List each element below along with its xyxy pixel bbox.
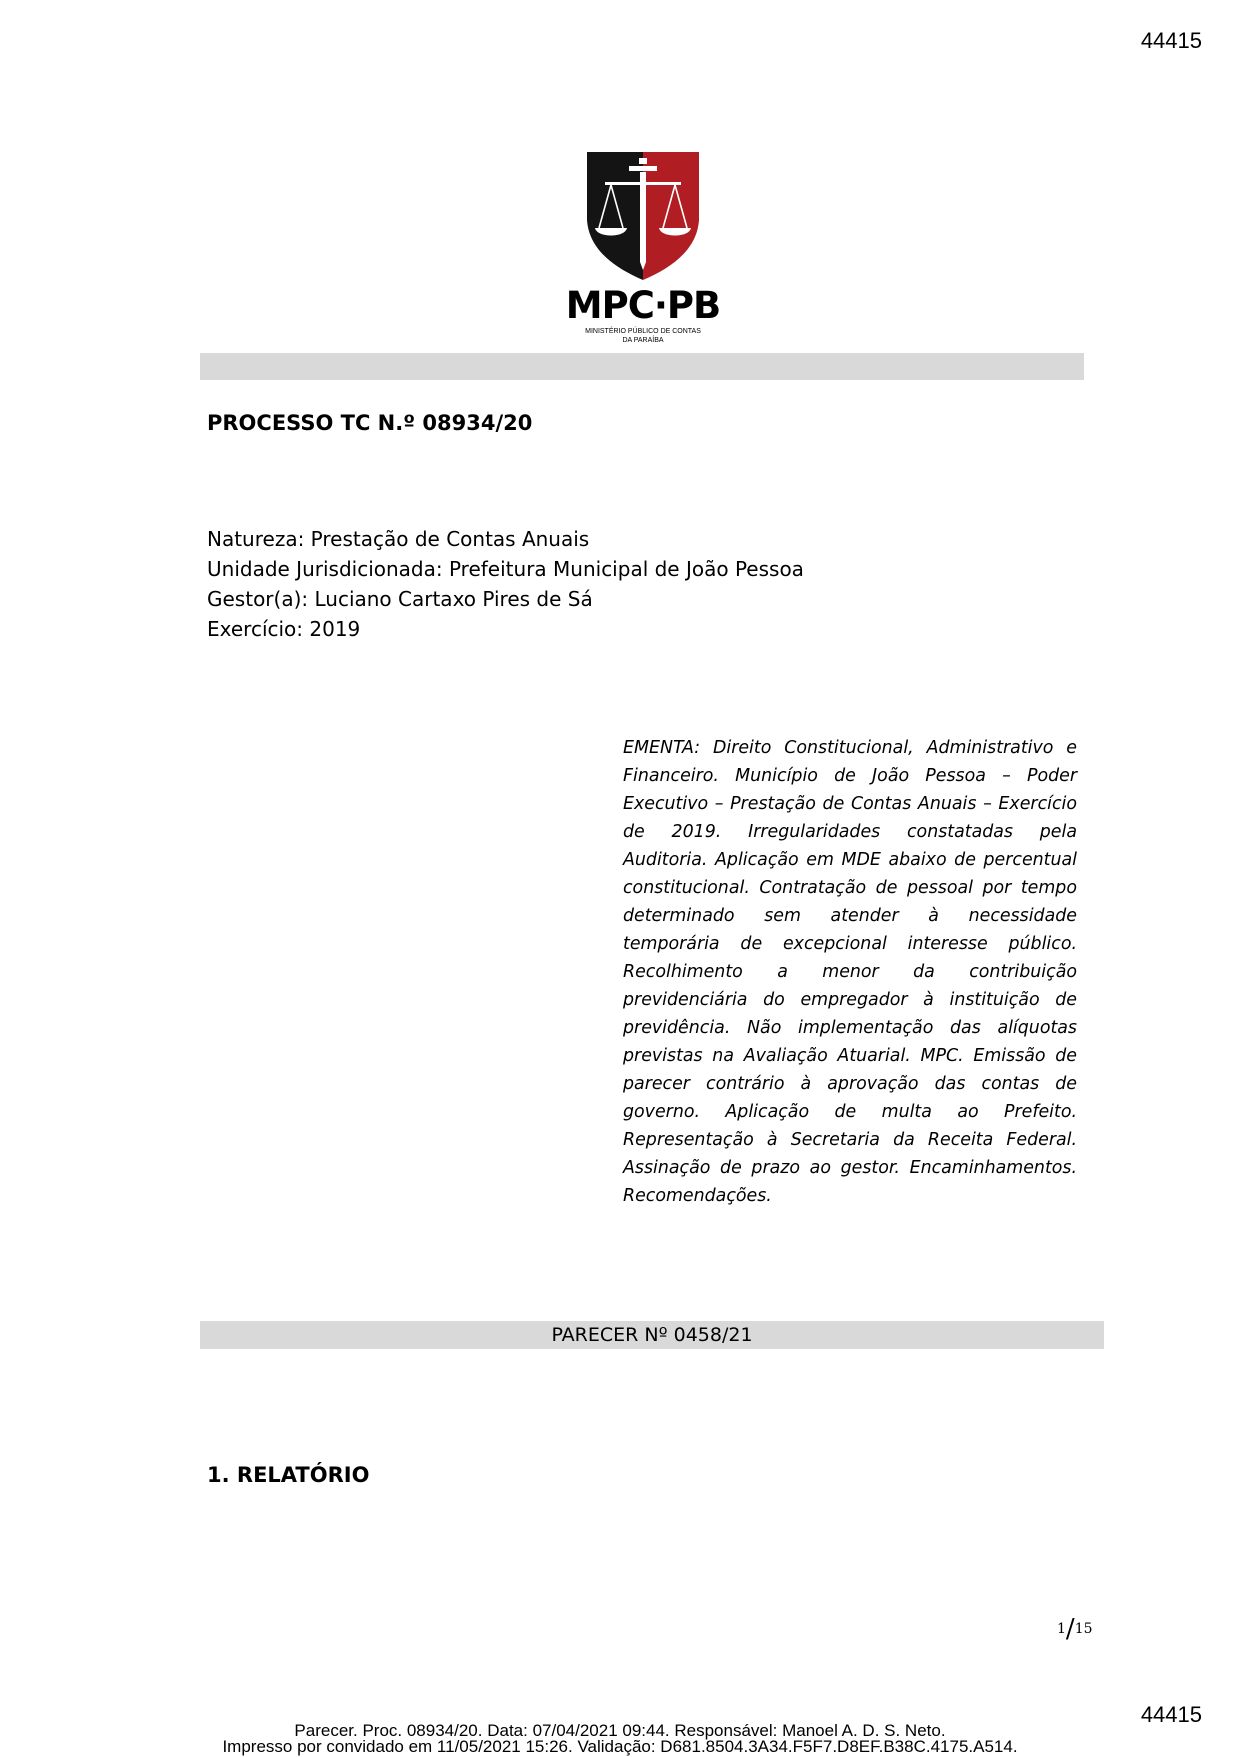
mpc-pb-logo bbox=[560, 150, 726, 345]
logo-wordmark: MPC·PB bbox=[565, 284, 721, 327]
unidade-line: Unidade Jurisdicionada: Prefeitura Municipal de João Pessoa bbox=[207, 557, 804, 581]
shield-scales-icon bbox=[585, 150, 701, 282]
footer-line-2: Impresso por convidado em 11/05/2021 15:26. Validação: D681.8504.3A34.F5F7.D8EF.B38C.4175.A514. bbox=[222, 1737, 1018, 1756]
process-metadata bbox=[207, 524, 804, 644]
page-id-top: 44415 bbox=[1140, 28, 1202, 53]
header-divider-bar bbox=[200, 353, 1084, 380]
page-slash: / bbox=[1065, 1614, 1075, 1644]
logo-subtitle-line1: MINISTÉRIO PÚBLICO DE CONTAS bbox=[585, 328, 701, 335]
page-id-bottom: 44415 bbox=[1140, 1702, 1202, 1727]
parecer-number-bar: PARECER Nº 0458/21 bbox=[200, 1321, 1104, 1349]
logo-subtitle-line2: DA PARAÍBA bbox=[622, 337, 664, 344]
gestor-line: Gestor(a): Luciano Cartaxo Pires de Sá bbox=[207, 587, 593, 611]
page-total: 15 bbox=[1074, 1621, 1093, 1637]
exercicio-line: Exercício: 2019 bbox=[207, 617, 361, 641]
page-number bbox=[1057, 1614, 1093, 1644]
processo-number: PROCESSO TC N.º 08934/20 bbox=[207, 411, 533, 435]
page-current: 1 bbox=[1057, 1621, 1066, 1637]
ementa-paragraph: EMENTA: Direito Constitucional, Administrativo e Financeiro. Município de João Pessoa – Poder Executivo – Prestação de Contas Anuais – Exercício de 2019. Irregularidades constatadas pela Auditoria. Aplicação em MDE abaixo de percentual constitucional. Contratação de pessoal por tempo determinado sem atender à necessidade temporária de excepcional interesse público. Recolhimento a menor da contribuição previdenciária do empregador à instituição de previdência. Não implementação das alíquotas previstas na Avaliação Atuarial. MPC. Emissão de parecer contrário à aprovação das contas de governo. Aplicação de multa ao Prefeito. Representação à Secretaria da Receita Federal. Assinação de prazo ao gestor. Encaminhamentos. Recomendações. bbox=[623, 738, 1077, 1206]
section-title-relatorio: 1. RELATÓRIO bbox=[207, 1463, 370, 1487]
natureza-line: Natureza: Prestação de Contas Anuais bbox=[207, 527, 590, 551]
footer-line-1: Parecer. Proc. 08934/20. Data: 07/04/2021 09:44. Responsável: Manoel A. D. S. Neto. bbox=[294, 1721, 946, 1740]
